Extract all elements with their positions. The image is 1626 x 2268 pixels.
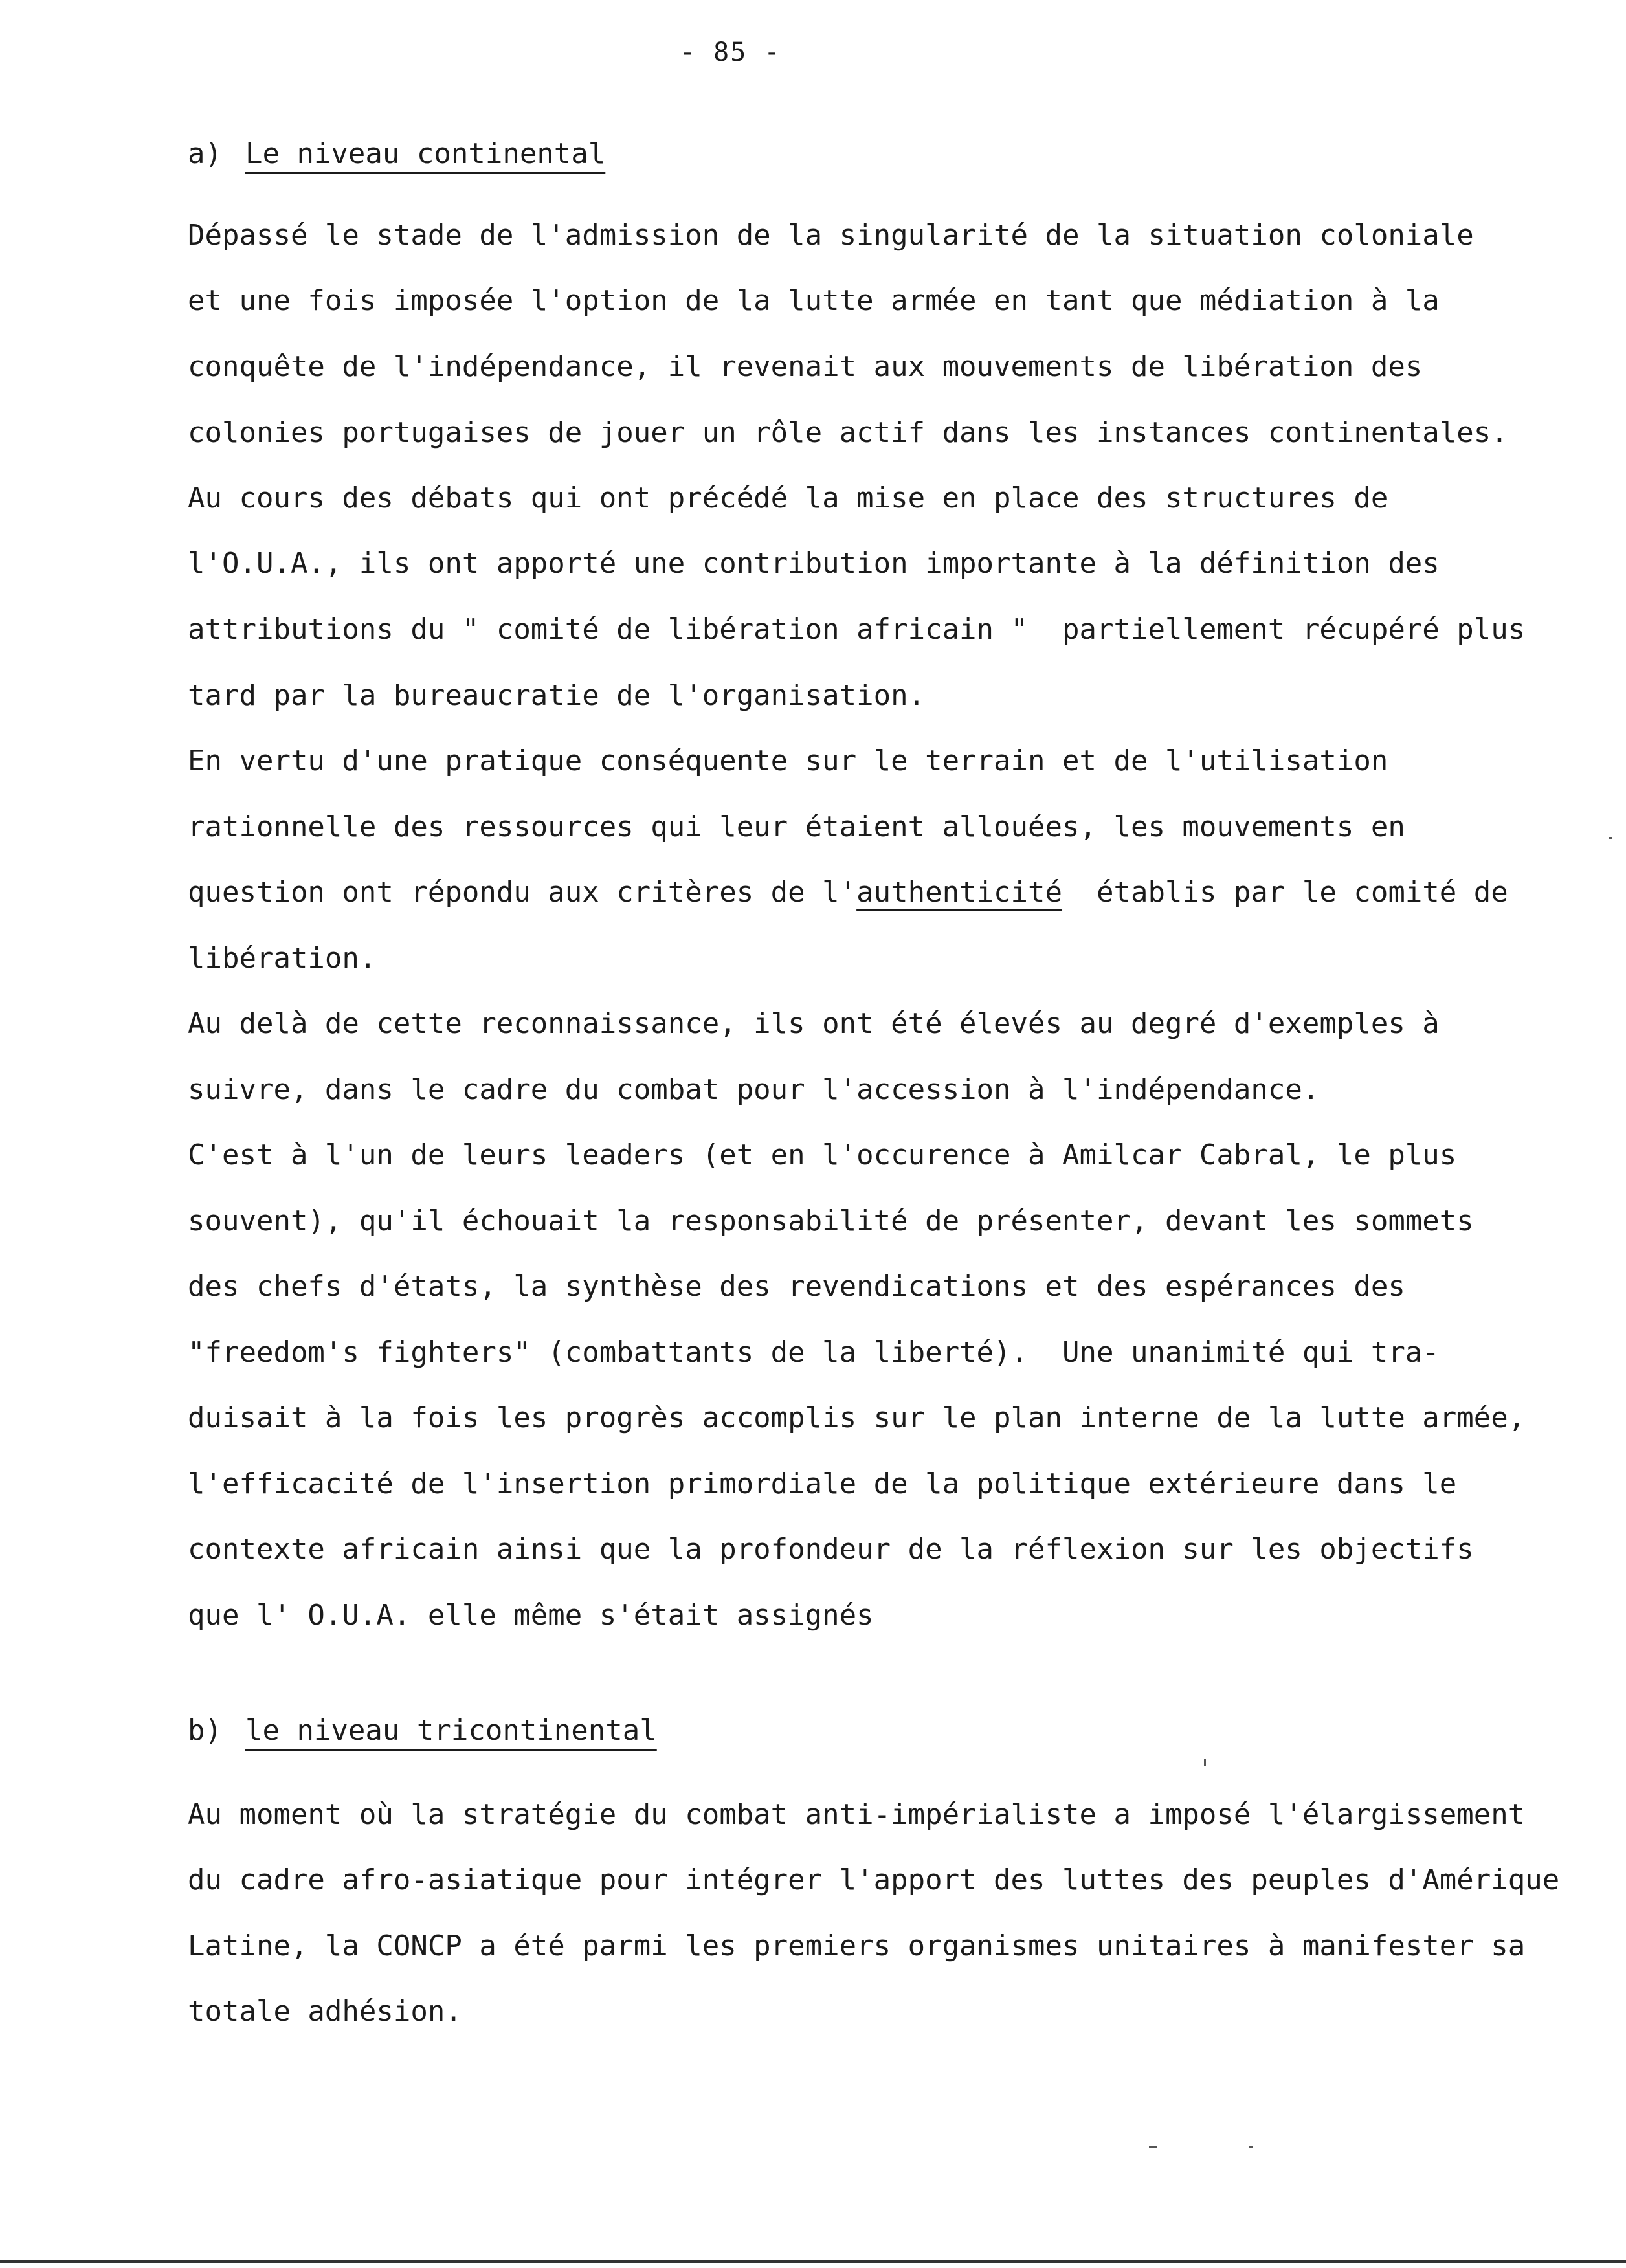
text-line: des chefs d'états, la synthèse des revendications et des espérances des: [188, 1270, 1405, 1303]
text-line: C'est à l'un de leurs leaders (et en l'occurence à Amilcar Cabral, le plus: [188, 1139, 1457, 1172]
text-segment: établis par le comité de: [1062, 876, 1508, 909]
section-b-heading: [188, 1714, 657, 1747]
text-line: l'efficacité de l'insertion primordiale de la politique extérieure dans le: [188, 1467, 1457, 1500]
text-line: En vertu d'une pratique conséquente sur le terrain et de l'utilisation: [188, 744, 1388, 777]
text-line: suivre, dans le cadre du combat pour l'accession à l'indépendance.: [188, 1073, 1320, 1106]
text-line: contexte africain ainsi que la profondeur de la réflexion sur les objectifs: [188, 1533, 1474, 1566]
text-line: et une fois imposée l'option de la lutte armée en tant que médiation à la: [188, 284, 1440, 317]
scan-speck: [1609, 837, 1612, 839]
text-line: Dépassé le stade de l'admission de la singularité de la situation coloniale: [188, 219, 1474, 252]
text-line: attributions du " comité de libération africain " partiellement récupéré plus: [188, 613, 1526, 646]
page-number: - 85 -: [680, 38, 781, 67]
text-line: conquête de l'indépendance, il revenait aux mouvements de libération des: [188, 350, 1423, 383]
text-line: colonies portugaises de jouer un rôle actif dans les instances continentales.: [188, 416, 1508, 449]
text-line: Au moment où la stratégie du combat anti-impérialiste a imposé l'élargissement: [188, 1798, 1526, 1831]
text-line: du cadre afro-asiatique pour intégrer l'apport des luttes des peuples d'Amérique: [188, 1863, 1560, 1896]
text-line: que l' O.U.A. elle même s'était assignés: [188, 1599, 874, 1632]
text-line: Au cours des débats qui ont précédé la mise en place des structures de: [188, 482, 1388, 515]
bottom-rule: [0, 2260, 1626, 2263]
section-a-title: Le niveau continental: [245, 137, 606, 170]
section-b-title: le niveau tricontinental: [245, 1714, 657, 1747]
text-line: rationnelle des ressources qui leur étaient allouées, les mouvements en: [188, 810, 1405, 843]
text-line: l'O.U.A., ils ont apporté une contribution importante à la définition des: [188, 547, 1440, 580]
text-line: duisait à la fois les progrès accomplis sur le plan interne de la lutte armée,: [188, 1401, 1526, 1434]
text-line: "freedom's fighters" (combattants de la liberté). Une unanimité qui tra-: [188, 1336, 1440, 1369]
scan-speck: [1204, 1759, 1206, 1766]
scan-speck: [1249, 2146, 1253, 2148]
section-b-marker: b): [188, 1714, 222, 1747]
text-line: Latine, la CONCP a été parmi les premiers organismes unitaires à manifester sa: [188, 1929, 1526, 1962]
text-line: totale adhésion.: [188, 1995, 462, 2028]
text-line: tard par la bureaucratie de l'organisation.: [188, 679, 926, 712]
text-line: Au delà de cette reconnaissance, ils ont été élevés au degré d'exemples à: [188, 1007, 1440, 1040]
underlined-word-authenticity: authenticité: [856, 876, 1063, 909]
text-segment: question ont répondu aux critères de l': [188, 876, 857, 909]
text-line: souvent), qu'il échouait la responsabilité de présenter, devant les sommets: [188, 1205, 1474, 1238]
section-a-marker: a): [188, 137, 222, 170]
section-a-heading: [188, 137, 605, 170]
text-line: libération.: [188, 942, 377, 975]
scan-speck: [1149, 2146, 1157, 2148]
text-line-authenticity: [188, 874, 1508, 911]
